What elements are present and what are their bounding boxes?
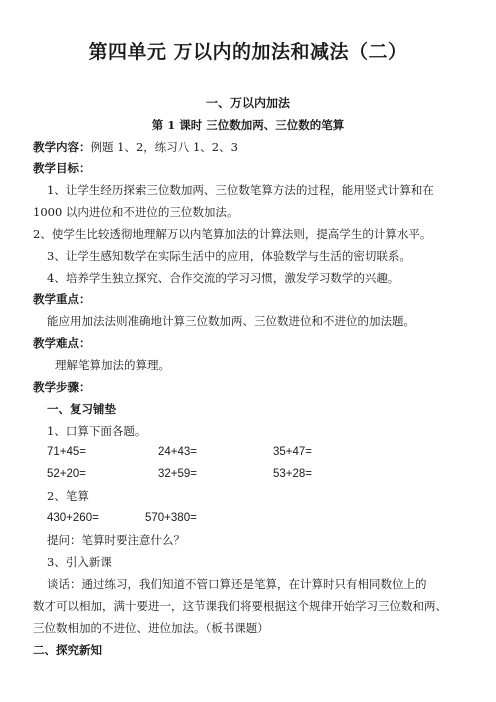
step-2-heading: 二、探究新知 (33, 643, 102, 657)
goal-3: 3、让学生感知数学在实际生活中的应用，体验数学与生活的密切联系。 (47, 249, 411, 263)
written-item: 430+260= (47, 512, 99, 524)
content-label: 教学内容： (33, 140, 91, 154)
content-text: 例题 1、2，练习八 1、2、3 (90, 140, 238, 154)
goal-2: 2、使学生比较透彻地理解万以内笔算加法的计算法则，提高学生的计算水平。 (33, 227, 432, 241)
oral-item: 32+59= (158, 468, 198, 480)
goals-label: 教学目标： (33, 161, 91, 175)
question-text: 提问：笔算时要注意什么？ (47, 533, 185, 547)
talk-line-1: 谈话：通过练习，我们知道不管口算还是笔算，在计算时只有相同数位上的 (47, 577, 427, 591)
oral-item: 24+43= (158, 446, 198, 458)
oral-label: 1、口算下面各题。 (47, 424, 147, 438)
steps-label: 教学步骤： (33, 380, 91, 394)
oral-item: 71+45= (47, 446, 87, 458)
intro-label: 3、引入新课 (47, 555, 112, 569)
goal-4: 4、培养学生独立探究、合作交流的学习习惯，激发学习数学的兴趣。 (47, 271, 400, 285)
goal-1-line-1: 1、让学生经历探索三位数加两、三位数笔算方法的过程，能用竖式计算和在 (47, 183, 434, 197)
oral-item: 52+20= (47, 468, 87, 480)
lesson-heading: 第 1 课时 三位数加两、三位数的笔算 (151, 118, 345, 132)
content-line (33, 139, 238, 155)
difficulty-label: 教学难点： (33, 336, 91, 350)
talk-line-3: 三位数相加的不进位、进位加法。（板书课题） (33, 621, 269, 635)
oral-item: 35+47= (273, 446, 313, 458)
key-label: 教学重点： (33, 292, 91, 306)
talk-line-2: 数才可以相加，满十要进一，这节课我们将要根据这个规律开始学习三位数和两、 (33, 599, 447, 613)
key-text: 能应用加法法则准确地计算三位数加两、三位数进位和不进位的加法题。 (47, 314, 415, 328)
section-heading: 一、万以内加法 (205, 96, 290, 110)
difficulty-text: 理解笔算加法的算理。 (55, 358, 170, 372)
written-item: 570+380= (145, 512, 197, 524)
step-1-heading: 一、复习铺垫 (47, 402, 116, 416)
written-label: 2、笔算 (47, 489, 89, 503)
document-title: 第四单元 万以内的加法和减法（二） (88, 41, 408, 63)
oral-item: 53+28= (273, 468, 313, 480)
goal-1-line-2: 1000 以内进位和不进位的三位数加法。 (33, 205, 239, 219)
